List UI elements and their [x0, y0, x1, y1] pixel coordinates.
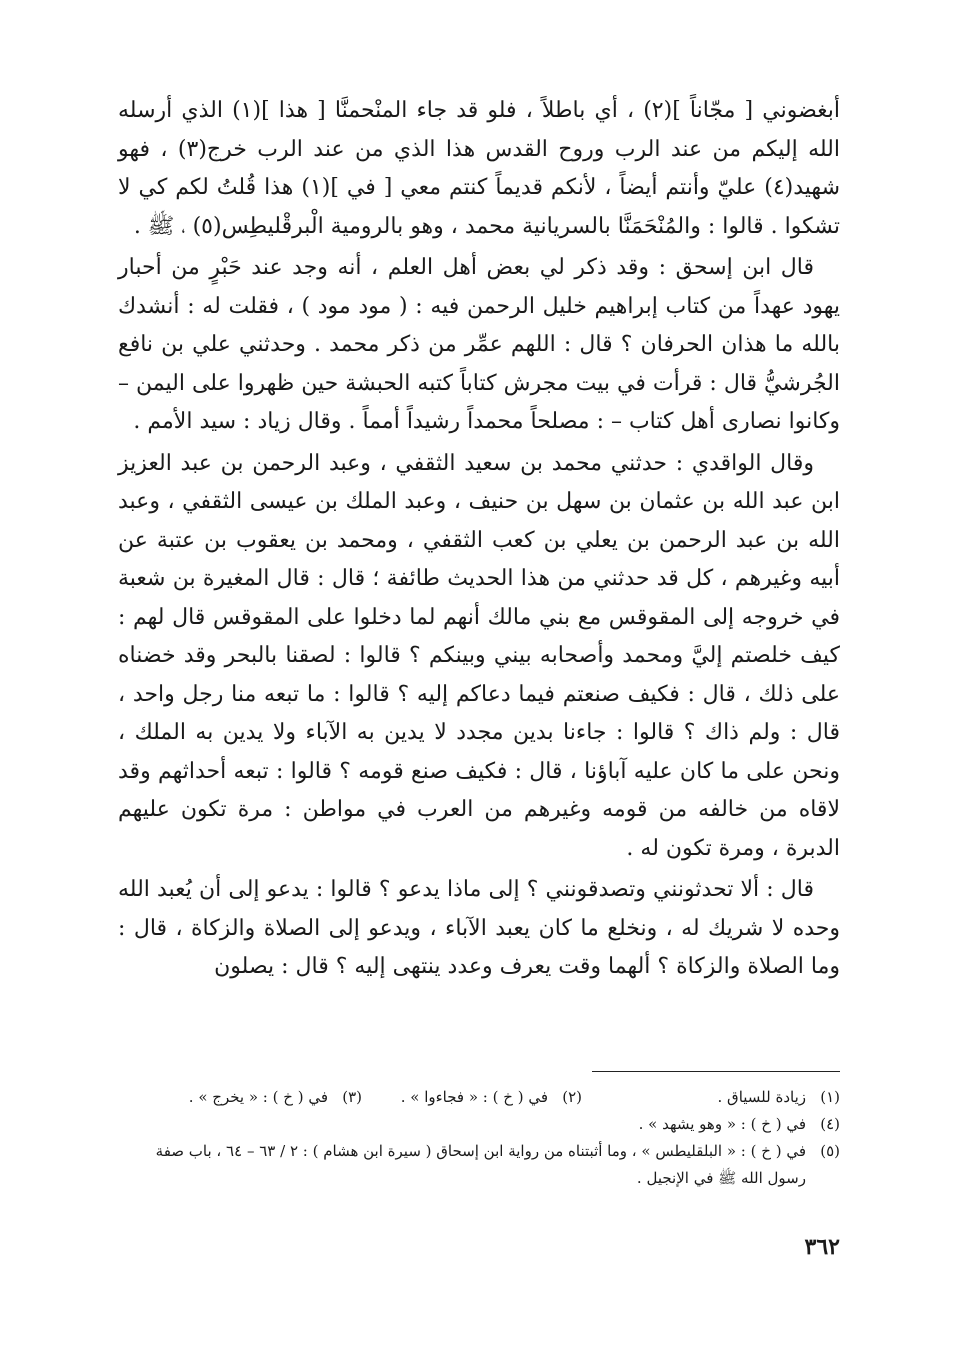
footnote-5 — [118, 1138, 840, 1192]
paragraph-4: قال : ألا تحدثونني وتصدقونني ؟ إلى ماذا يدعو ؟ قالوا : يدعو إلى أن يُعبد الله وحده لا شريك له ، ونخلع ما كان يعبد الآباء ، ويدعو إلى الصلاة والزكاة ، قال : وما الصلاة والزكاة ؟ ألهما وقت يعرف وعدد ينتهى إليه ؟ قال : يصلون — [118, 877, 840, 979]
footnote-3 — [189, 1084, 362, 1111]
footnote-2-number: (٢) — [562, 1088, 582, 1106]
footnote-1-number: (١) — [820, 1088, 840, 1106]
footnote-row-1 — [118, 1084, 840, 1111]
footnote-4 — [118, 1111, 840, 1138]
footnote-4-number: (٤) — [820, 1115, 840, 1133]
footnote-2 — [362, 1084, 582, 1111]
footnote-4-text: في ( خ ) : « وهو يشهد » . — [638, 1115, 806, 1133]
footnote-3-number: (٣) — [342, 1088, 362, 1106]
footnote-1 — [582, 1084, 840, 1111]
paragraph-3: وقال الواقدي : حدثني محمد بن سعيد الثقفي ، وعبد الرحمن بن عبد العزيز ابن عبد الله بن عثمان بن سهل بن حنيف ، وعبد الملك بن عيسى الثقفي ، وعبد الله بن عبد الرحمن بن يعلي بن كعب الثقفي ، ومحمد بن يعقوب بن عتبة عن أبيه وغيرهم ، كل قد حدثني من هذا الحديث طائفة ؛ قال : قال المغيرة بن شعبة في خروجه إلى المقوقس مع بني مالك أنهم لما دخلوا على المقوقس قال لهم : كيف خلصتم إليَّ ومحمد وأصحابه بيني وبينكم ؟ قالوا : لصقنا بالبحر وقد خضناه على ذلك ، قال : فكيف صنعتم فيما دعاكم إليه ؟ قالوا : ما تبعه منا رجل واحد ، قال : ولم ذاك ؟ قالوا : جاءنا بدين مجدد لا يدين به الآباء ولا يدين به الملك ، ونحن على ما كان عليه آباؤنا ، قال : فكيف صنع قومه ؟ قالوا : تبعه أحداثهم وقد لاقاه من خالفه من قومه وغيرهم من العرب في مواطن : مرة تكون عليهم الدبرة ، ومرة تكون له . — [118, 450, 840, 861]
main-text — [118, 92, 840, 987]
paragraph-1: أبغضوني [ مجّاناً ](٢) ، أي باطلاً ، فلو قد جاء المنْحمنَّا [ هذا ](١) الذي أرسله الله إليكم من عند الرب وروح القدس هذا الذي من عند الرب خرج(٣) ، فهو شهيد(٤) عليّ وأنتم أيضاً ، لأنكم قديماً كنتم معي [ في ](١) هذا قُلتُ لكم كي لا تشكوا . قالوا : والمُنْحَمَنَّا بالسريانية محمد ، وهو بالرومية الْبرقْليطِس(٥) ، ﷺ . — [118, 98, 840, 239]
footnote-5-number: (٥) — [820, 1142, 840, 1160]
footnote-2-text: في ( خ ) : « فجاءوا » . — [400, 1088, 548, 1106]
footnotes — [118, 1084, 840, 1192]
footnote-1-text: زيادة للسياق . — [717, 1088, 806, 1106]
footnote-3-text: في ( خ ) : « يخرج » . — [188, 1088, 328, 1106]
footnote-5-text: في ( خ ) : « البلقليطس » ، وما أثبتناه من رواية ابن إسحاق ( سيرة ابن هشام ) : ٢ / ٦٣ – ٦٤ ، باب صفة رسول الله ﷺ في الإنجيل . — [155, 1142, 806, 1187]
paragraph-2: قال ابن إسحق : وقد ذكر لي بعض أهل العلم ، أنه وجد عند حَبْرٍ من أحبار يهود عهداً من كتاب إبراهيم خليل الرحمن فيه : ( مود مود ) ، فقلت له : أنشدك بالله ما هذان الحرفان ؟ قال : اللهم عمِّر من ذكر محمد . وحدثني علي بن نافع الجُرشيُّ قال : قرأت في بيت مجرش كتاباً كتبه الحبشة حين ظهروا على اليمن – وكانوا نصارى أهل كتاب – : مصلحاً محمداً رشيداً أمماً . وقال زياد : سيد الأمم . — [118, 255, 840, 434]
page-number: ٣٦٢ — [804, 1234, 840, 1260]
footnote-divider — [592, 1071, 840, 1072]
